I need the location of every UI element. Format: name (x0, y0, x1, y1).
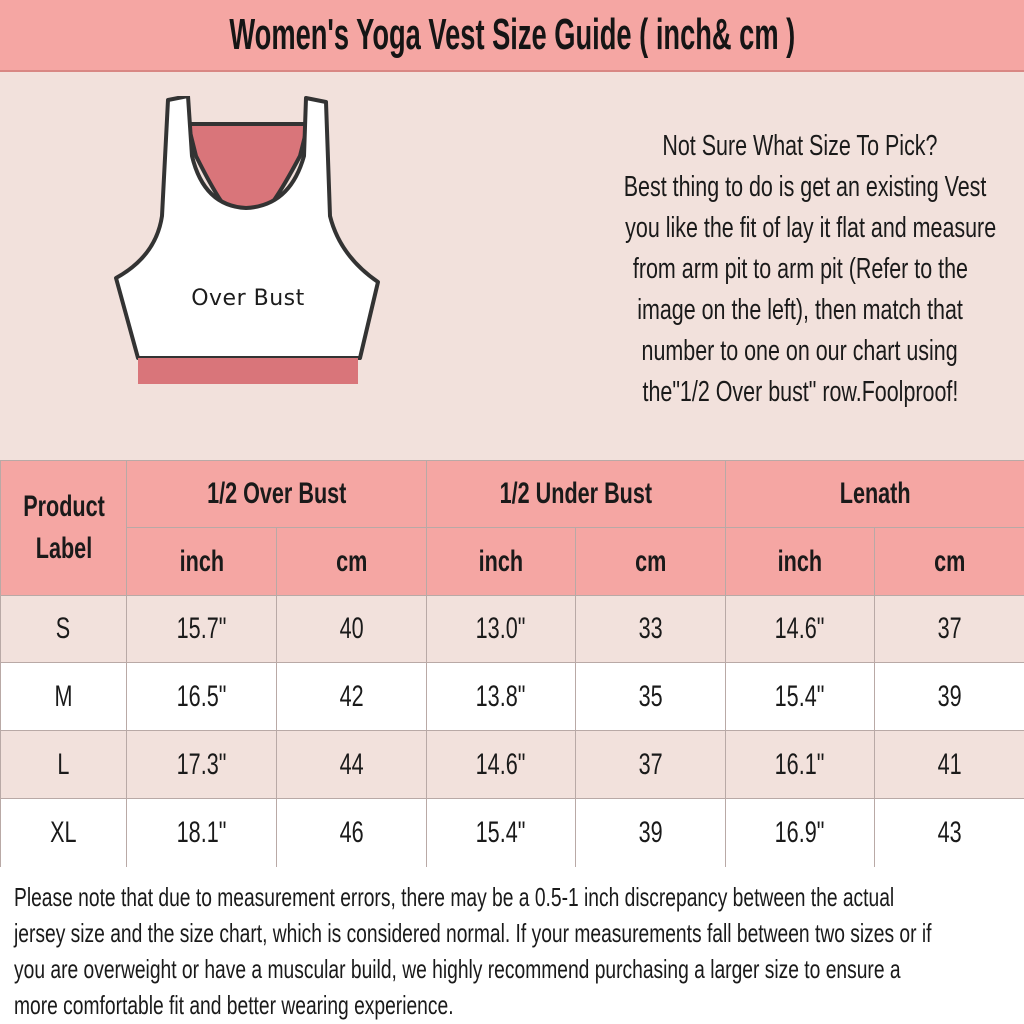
page-title: Women's Yoga Vest Size Guide ( inch& cm ) (229, 10, 795, 59)
size-cell: XL (1, 799, 127, 868)
tip-line: from arm pit to arm pit (Refer to the (632, 253, 968, 285)
over-bust-header: 1/2 Over Bust (127, 461, 427, 528)
intro-section (0, 74, 1024, 460)
table-cell: 37 (875, 596, 1024, 663)
header-row-units (1, 528, 1024, 596)
table-cell: 18.1" (127, 799, 277, 868)
unit-header: inch (427, 528, 576, 596)
size-cell: S (1, 596, 127, 663)
table-cell: 15.4" (427, 799, 576, 868)
title-bar (0, 0, 1024, 72)
table-cell: 40 (277, 596, 427, 663)
length-header: Lenath (726, 461, 1024, 528)
table-cell: 37 (576, 731, 726, 799)
unit-header: cm (277, 528, 427, 596)
table-cell: 44 (277, 731, 427, 799)
size-chart-table (0, 460, 1024, 868)
table-row (1, 799, 1024, 868)
table-row (1, 663, 1024, 731)
table-cell: 17.3" (127, 731, 277, 799)
note-line: you are overweight or have a muscular build, we highly recommend purchasing a larger size to ensure a (14, 954, 901, 984)
tip-line: Not Sure What Size To Pick? (662, 130, 938, 162)
sports-bra-icon (108, 96, 388, 386)
tip-line: you like the fit of lay it flat and measure (625, 212, 997, 244)
vest-illustration (108, 96, 388, 386)
unit-header: inch (127, 528, 277, 596)
tip-line: image on the left), then match that (637, 294, 963, 326)
table-cell: 46 (277, 799, 427, 868)
product-label-header: Product Label (1, 461, 127, 596)
table-cell: 14.6" (427, 731, 576, 799)
table-cell: 43 (875, 799, 1024, 868)
tip-line: Best thing to do is get an existing Vest (623, 171, 987, 203)
note-line: jersey size and the size chart, which is considered normal. If your measurements fall between two sizes or if (14, 918, 932, 948)
table-cell: 16.9" (726, 799, 875, 868)
size-tip (560, 126, 1024, 413)
table-cell: 15.7" (127, 596, 277, 663)
table-cell: 16.5" (127, 663, 277, 731)
table-cell: 39 (576, 799, 726, 868)
table-cell: 42 (277, 663, 427, 731)
measurement-note (0, 867, 1024, 1024)
table-cell: 15.4" (726, 663, 875, 731)
tip-line: number to one on our chart using (641, 335, 959, 367)
table-cell: 39 (875, 663, 1024, 731)
over-bust-label: Over Bust (191, 286, 305, 311)
unit-header: inch (726, 528, 875, 596)
table-row (1, 596, 1024, 663)
table-row (1, 731, 1024, 799)
note-line: more comfortable fit and better wearing experience. (14, 990, 454, 1020)
header-row-groups (1, 461, 1024, 528)
note-line: Please note that due to measurement errors, there may be a 0.5-1 inch discrepancy between the actual (14, 882, 895, 912)
table-cell: 13.0" (427, 596, 576, 663)
table-cell: 14.6" (726, 596, 875, 663)
table-cell: 16.1" (726, 731, 875, 799)
under-bust-header: 1/2 Under Bust (427, 461, 726, 528)
size-cell: L (1, 731, 127, 799)
table-cell: 13.8" (427, 663, 576, 731)
size-cell: M (1, 663, 127, 731)
tip-line: the"1/2 Over bust" row.Foolproof! (642, 376, 958, 408)
unit-header: cm (875, 528, 1024, 596)
unit-header: cm (576, 528, 726, 596)
table-cell: 33 (576, 596, 726, 663)
table-cell: 35 (576, 663, 726, 731)
table-cell: 41 (875, 731, 1024, 799)
